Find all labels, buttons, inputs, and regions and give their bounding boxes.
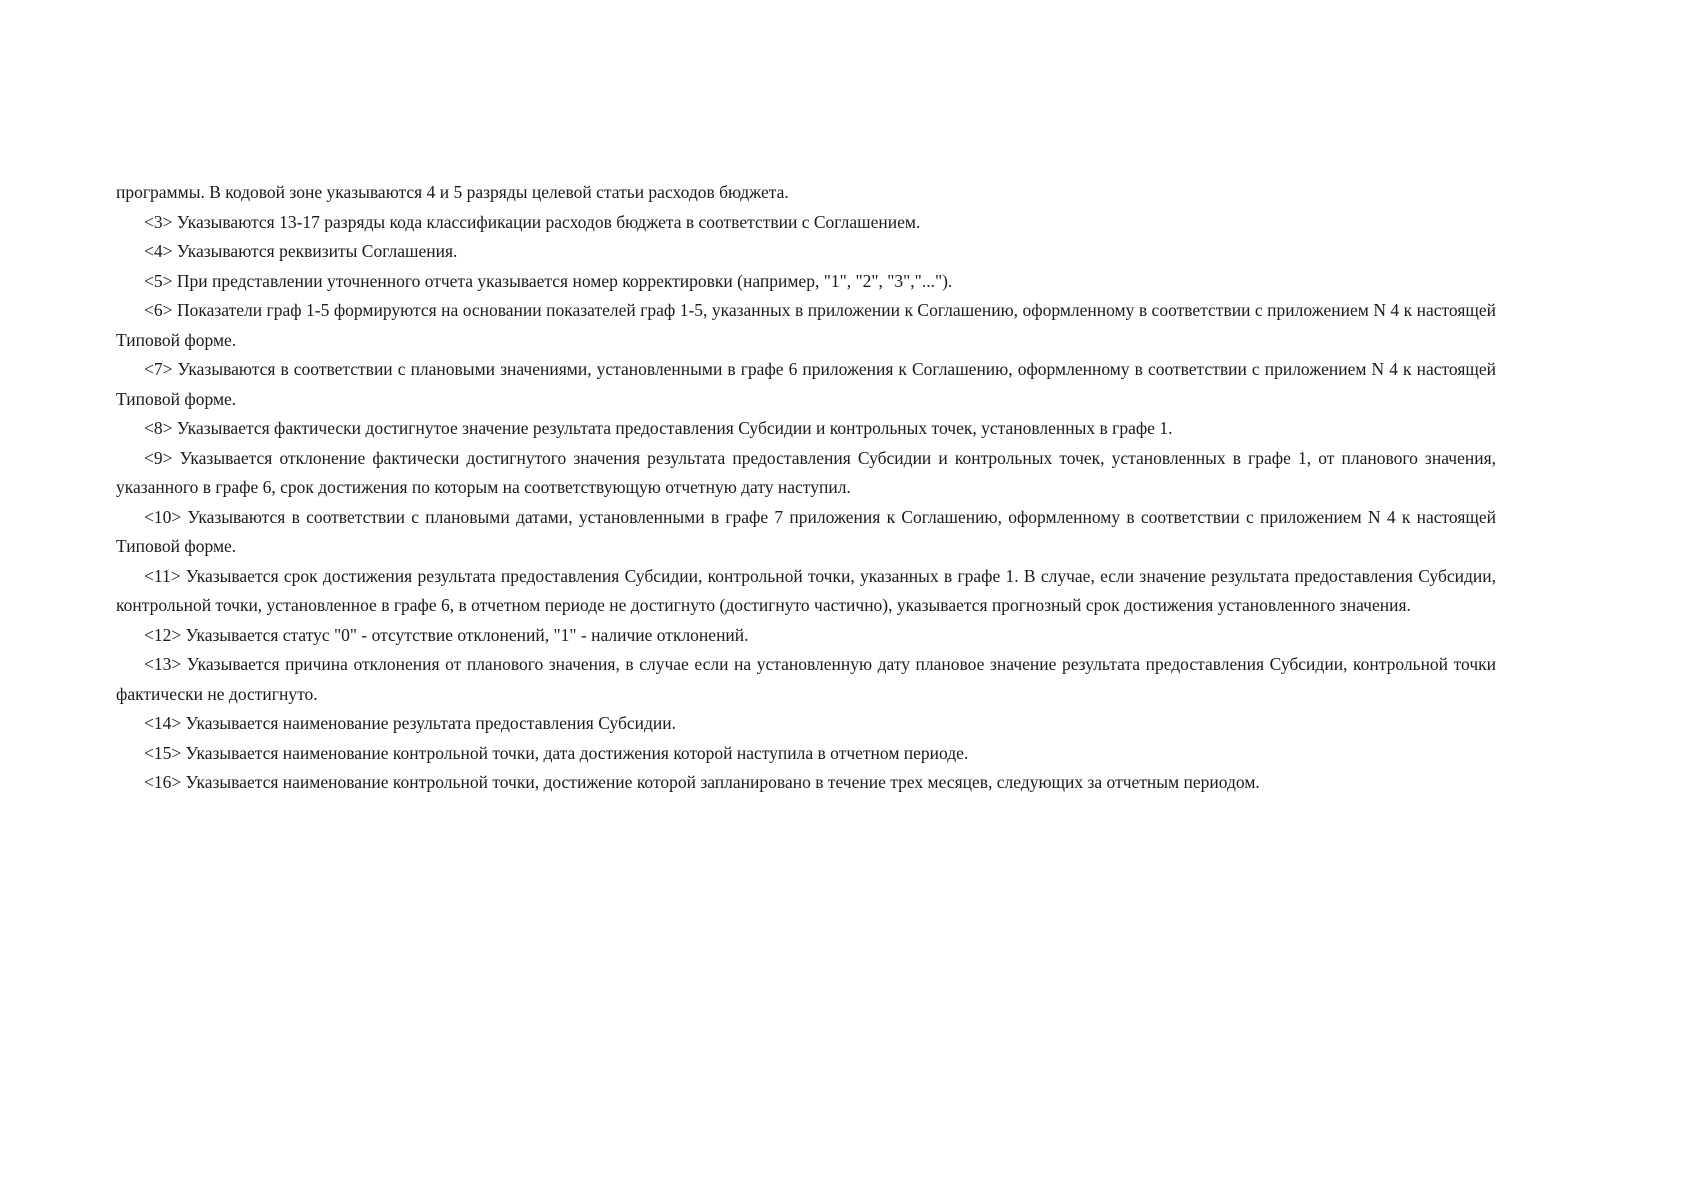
- footnote-10: <10> Указываются в соответствии с плановыми датами, установленными в графе 7 приложения к Соглашению, оформленному в соответствии с приложением N 4 к настоящей Типовой форме.: [116, 506, 1496, 556]
- footnote-5: <5> При представлении уточненного отчета указывается номер корректировки (например, "1", "2", "3","...").: [144, 270, 953, 291]
- footnote-15: <15> Указывается наименование контрольной точки, дата достижения которой наступила в отчетном периоде.: [144, 742, 969, 763]
- footnote-11: <11> Указывается срок достижения результата предоставления Субсидии, контрольной точки, указанных в графе 1. В случае, если значение результата предоставления Субсидии, контрольной точки, установленное в графе 6, в отчетном периоде не достигнуто (достигнуто частично), указывается прогнозный срок достижения установленного значения.: [116, 565, 1496, 615]
- footnote-4: <4> Указываются реквизиты Соглашения.: [144, 241, 458, 261]
- footnote-9: <9> Указывается отклонение фактически достигнутого значения результата предоставления Субсидии и контрольных точек, установленных в графе 1, от планового значения, указанного в графе 6, срок достижения по которым на соответствующую отчетную дату наступил.: [116, 447, 1496, 497]
- footnote-3: <3> Указываются 13-17 разряды кода классификации расходов бюджета в соответствии с Соглашением.: [144, 211, 921, 232]
- footnote-6: <6> Показатели граф 1-5 формируются на основании показателей граф 1-5, указанных в приложении к Соглашению, оформленному в соответствии с приложением N 4 к настоящей Типовой форме.: [116, 300, 1496, 350]
- footnote-16: <16> Указывается наименование контрольной точки, достижение которой запланировано в течение трех месяцев, следующих за отчетным периодом.: [144, 772, 1260, 792]
- footnote-7: <7> Указываются в соответствии с плановыми значениями, установленными в графе 6 приложения к Соглашению, оформленному в соответствии с приложением N 4 к настоящей Типовой форме.: [116, 359, 1496, 409]
- footnotes-section: [116, 178, 1496, 798]
- footnote-continuation: программы. В кодовой зоне указываются 4 и 5 разряды целевой статьи расходов бюджета.: [116, 182, 789, 202]
- footnote-13: <13> Указывается причина отклонения от планового значения, в случае если на установленную дату плановое значение результата предоставления Субсидии, контрольной точки фактически не достигнуто.: [116, 654, 1496, 704]
- footnote-12: <12> Указывается статус "0" - отсутствие отклонений, "1" - наличие отклонений.: [144, 624, 749, 645]
- footnote-8: <8> Указывается фактически достигнутое значение результата предоставления Субсидии и контрольных точек, установленных в графе 1.: [144, 418, 1173, 438]
- footnote-14: <14> Указывается наименование результата предоставления Субсидии.: [144, 713, 676, 733]
